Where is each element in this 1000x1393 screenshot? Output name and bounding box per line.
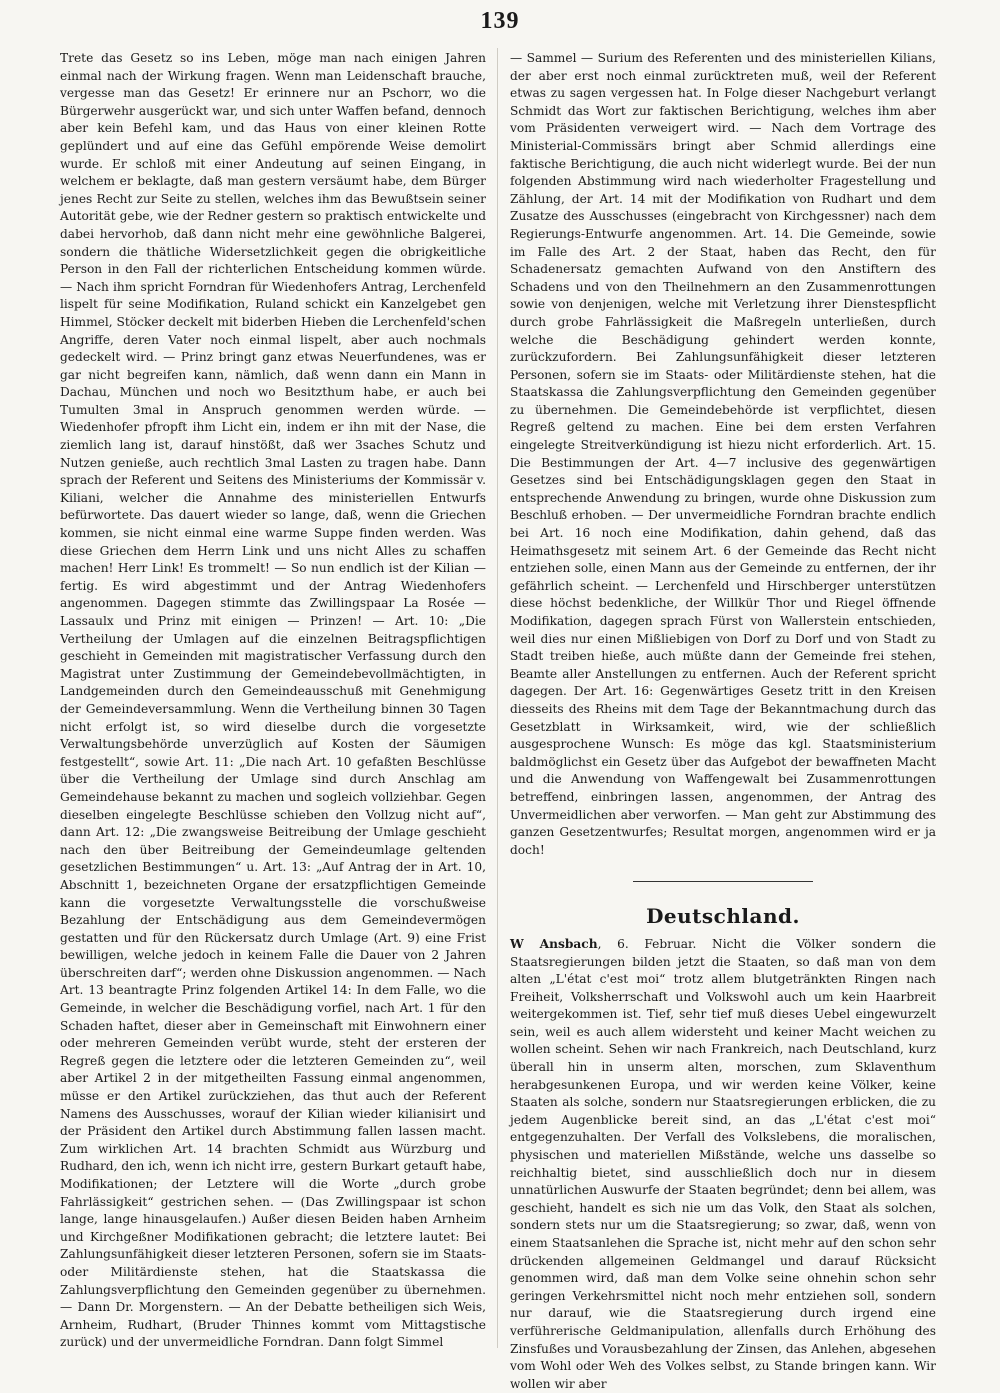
- left-column-text: Trete das Gesetz so ins Leben, möge man nach einigen Jahren einmal nach der Wirkung fragen. Wenn man Leidenschaft brauche, vergesse man das Gesetz! Er erinnere nur an Pschorr, wo die Bürgerwehr ausgerückt war, und sich unter Waffen befand, dennoch aber kein Befehl kam, und das Haus von einer kleinen Rotte geplündert und auf eine das Gefühl empörende Weise demolirt wurde. Er schloß mit einer Andeutung auf seinen Eingang, in welchem er beklagte, daß man gestern versäumt habe, dem Bürger jenes Recht zur Seite zu stellen, welches ihm das Bewußtsein seiner Autorität gebe, wie der Redner gestern so praktisch entwickelte und dabei hervorhob, daß dann nicht mehr eine gewöhnliche Balgerei, sondern die thätliche Widersetzlichkeit gegen die obrigkeitliche Person in den Fall der richterlichen Entscheidung kommen würde. — Nach ihm spricht Forndran für Wiedenhofers Antrag, Lerchenfeld lispelt für seine Modifikation, Ruland schickt ein Kanzelgebet gen Himmel, Stöcker deckelt mit biderben Hieben die Lerchenfeld'schen Angriffe, deren Vater noch einmal lispelt, aber auch nochmals gedeckelt wird. — Prinz bringt ganz etwas Neuerfundenes, was er gar nicht begreifen kann, nämlich, daß wenn dann ein Mann in Dachau, München und noch wo Besitzthum habe, er auch bei Tumulten 3mal in Anspruch genommen werden würde. — Wiedenhofer pfropft ihm Licht ein, indem er ihn mit der Nase, die ziemlich lang ist, darauf hinstößt, daß wer 3saches Schutz und Nutzen genieße, auch rechtlich 3mal Lasten zu tragen habe. Dann sprach der Referent und Seitens des Ministeriums der Kommissär v. Kiliani, welcher die Annahme des ministeriellen Entwurfs befürwortete. Das dauert wieder so lange, daß, wenn die Griechen kommen, sie nicht einmal eine warme Suppe finden werden. Was diese Griechen dem Herrn Link und uns nicht Alles zu schaffen machen! Herr Link! Es trommelt! — So nun endlich ist der Kilian — fertig. Es wird abgestimmt und der Antrag Wiedenhofers angenommen. Dagegen stimmte das Zwillingspaar La Rosée — Lassaulx und Prinz mit einigen — Prinzen! — Art. 10: „Die Vertheilung der Umlagen auf die einzelnen Beitragspflichtigen geschieht in Gemeinden mit magistratischer Verfassung durch den Magistrat unter Zustimmung der Gemeindebevollmächtigten, in Landgemeinden durch den Gemeindeausschuß mit Genehmigung der Gemeindeversammlung. Wenn die Vertheilung binnen 30 Tagen nicht erfolgt ist, so wird dieselbe durch die vorgesetzte Verwaltungsbehörde unverzüglich auf Kosten der Säumigen festgestellt“, sowie Art. 11: „Die nach Art. 10 gefaßten Beschlüsse über die Vertheilung der Umlage sind durch Anschlag am Gemeindehause bekannt zu machen und sogleich vollziehbar. Gegen dieselben eingelegte Beschlüsse schieben den Vollzug nicht auf“, dann Art. 12: „Die zwangsweise Beitreibung der Umlage geschieht nach den über Beitreibung der Gemeindeumlage geltenden gesetzlichen Bestimmungen“ u. Art. 13: „Auf Antrag der in Art. 10, Abschnitt 1, bezeichneten Organe der ersatzpflichtigen Gemeinde kann die vorgesetzte Verwaltungsstelle die vorschußweise Bezahlung der Entschädigung aus dem Gemeindevermögen gestatten und für den Rückersatz durch Umlage (Art. 9) eine Frist bewilligen, welche jedoch in keinem Falle die Dauer von 2 Jahren überschreiten darf“; werden ohne Diskussion angenommen. — Nach Art. 13 beantragte Prinz folgenden Artikel 14: In dem Falle, wo die Gemeinde, in welcher die Beschädigung vorfiel, nach Art. 1 für den Schaden haftet, dieser aber in Gemeinschaft mit Einwohnern einer oder mehreren Gemeinden verübt wurde, steht der ersteren der Regreß gegen die letztere oder die letzteren Gemeinden zu“, weil aber Artikel 2 in der mitgetheilten Fassung einmal angenommen, müsse er den Artikel zurückziehen, das thut auch der Referent Namens des Ausschusses, worauf der Kilian wieder kilianisirt und der Präsident den Artikel durch Abstimmung fallen lassen macht. Zum wirklichen Art. 14 brachten Schmidt aus Würzburg und Rudhard, den ich, wenn ich nicht irre, gestern Burkart getauft habe, Modifikationen; der Letztere will die Worte „durch grobe Fahrlässigkeit“ gestrichen sehen. — (Das Zwillingspaar ist schon lange, lange hinausgelaufen.) Außer diesen Beiden haben Arnheim und Kirchgeßner Modifikationen gebracht; die letztere lautet: Bei Zahlungsunfähigkeit dieser letzteren Personen, sofern sie im Staats- oder Militärdienste stehen, hat die Staatskassa die Zahlungsverpflichtung den Gemeinden gegenüber zu übernehmen. — Dann Dr. Morgenstern. — An der Debatte betheiligen sich Weis, Arnheim, Rudhart, (Bruder Thinnes kommt vom Mittagstische zurück) und der unvermeidliche Forndran. Dann folgt Simmel: [60, 51, 486, 1350]
- right-column: [510, 50, 936, 1391]
- column-divider: [497, 48, 498, 1348]
- article-text: Nicht die Völker sondern die Staatsregierungen bilden jetzt die Staaten, so daß man von dem alten „L'état c'est moi“ trotz allem blutgetränkten Ringen nach Freiheit, Volksherrschaft und Volkswohl auch um kein Haarbreit weitergekommen ist. Tief, sehr tief muß dieses Uebel eingewurzelt sein, weil es auch allem widersteht und keiner Macht weichen zu wollen scheint. Sehen wir nach Frankreich, nach Deutschland, kurz überall hin in unserm alten, morschen, zum Sklaventhum herabgesunkenen Europa, und wir werden keine Völker, keine Staaten als solche, sondern nur Staatsregierungen erblicken, die zu jedem Augenblicke bereit sind, an das „L'état c'est moi“ entgegenzuhalten. Der Verfall des Volkslebens, die moralischen, physischen und materiellen Mißstände, welche uns dasselbe so reichhaltig bietet, sind ausschließlich doch nur in diesem unnatürlichen Auswurfe der Staaten begründet; denn bei allem, was geschieht, handelt es sich nie um das Volk, den Staat als solchen, sondern stets nur um die Staatsregierung; so zwar, daß, wenn von einem Staatsanlehen die Sprache ist, nicht mehr auf den schon sehr drückenden allgemeinen Geldmangel und darauf Rücksicht genommen wird, daß man dem Volke seine ohnehin schon sehr geringen Verkehrsmittel nicht noch mehr entziehen soll, sondern nur darauf, wie die Staatsregierung durch irgend eine verführerische Geldmanipulation, allenfalls durch Erhöhung des Zinsfußes und Vorausbezahlung der Zinsen, das Anlehen, abgesehen vom Wohl oder Weh des Volkes selbst, zu Stande bringen kann. Wir wollen wir aber: [510, 936, 936, 1391]
- article-body: [510, 936, 936, 1393]
- page-number: 139: [480, 8, 520, 34]
- section-heading: Deutschland.: [646, 904, 800, 929]
- article-dateline: W Ansbach: [510, 936, 598, 951]
- section-rule: [633, 881, 813, 882]
- left-column: [60, 50, 486, 1350]
- right-column-text: — Sammel — Surium des Referenten und des ministeriellen Kilians, der aber erst noch einmal zurücktreten muß, weil der Referent etwas zu sagen vergessen hat. In Folge dieser Nachgeburt verlangt Schmidt das Wort zur faktischen Berichtigung, welches ihm aber vom Präsidenten verweigert wird. — Nach dem Vortrage des Ministerial-Commissärs bringt aber Schmid allerdings eine faktische Berichtigung, die auch nicht widerlegt wurde. Bei der nun folgenden Abstimmung wird nach wiederholter Fragestellung und Zählung, der Art. 14 mit der Modifikation von Rudhart und dem Zusatze des Ausschusses (eingebracht von Kirchgessner) nach dem Regierungs-Entwurfe angenommen. Art. 14. Die Gemeinde, sowie im Falle des Art. 2 der Staat, haben das Recht, den für Schadenersatz gemachten Aufwand von den Anstiftern des Schadens und von den Theilnehmern an den Zusammenrottungen sowie von denjenigen, welche mit Verletzung ihrer Dienstespflicht durch grobe Fahrlässigkeit die Maßregeln unterließen, durch welche die Beschädigung gehindert werden konnte, zurückzufordern. Bei Zahlungsunfähigkeit dieser letzteren Personen, sofern sie im Staats- oder Militärdienste stehen, hat die Staatskassa die Zahlungsverpflichtung den Gemeinden gegenüber zu übernehmen. Die Gemeindebehörde ist verpflichtet, diesen Regreß geltend zu machen. Eine bei dem ersten Verfahren eingelegte Streitverkündigung ist hiezu nicht erforderlich. Art. 15. Die Bestimmungen der Art. 4—7 inclusive des gegenwärtigen Gesetzes sind bei Entschädigungsklagen gegen den Staat in entsprechende Anwendung zu bringen, wurde ohne Diskussion zum Beschluß erhoben. — Der unvermeidliche Forndran brachte endlich bei Art. 16 noch eine Modifikation, dahin gehend, daß das Heimathsgesetz mit seinem Art. 6 der Gemeinde das Recht nicht entziehen solle, einen Mann aus der Gemeinde zu entfernen, der ihr gefährlich scheint. — Lerchenfeld und Hirschberger unterstützen diese höchst bedenkliche, der Willkür Thor und Riegel öffnende Modifikation, dagegen sprach Fürst von Wallerstein entschieden, weil dies nur einen Mißliebigen von Dorf zu Dorf und von Stadt zu Stadt treiben hieße, auch müßte dann der Gemeinde frei stehen, Beamte aller Anstellungen zu entfernen. Auch der Referent spricht dagegen. Der Art. 16: Gegenwärtiges Gesetz tritt in den Kreisen diesseits des Rheins mit dem Tage der Bekanntmachung durch das Gesetzblatt in Wirksamkeit, wird, wie der schließlich ausgesprochene Wunsch: Es möge das kgl. Staatsministerium baldmöglichst ein Gesetz über das Aufgebot der bewaffneten Macht und die Anwendung von Waffengewalt bei Zusammenrottungen betreffend, einbringen lassen, angenommen, der Antrag des Unvermeidlichen aber verworfen. — Man geht zur Abstimmung des ganzen Gesetzentwurfes; Resultat morgen, angenommen wird er ja doch!: [510, 51, 936, 857]
- article-date: , 6. Februar.: [597, 936, 697, 951]
